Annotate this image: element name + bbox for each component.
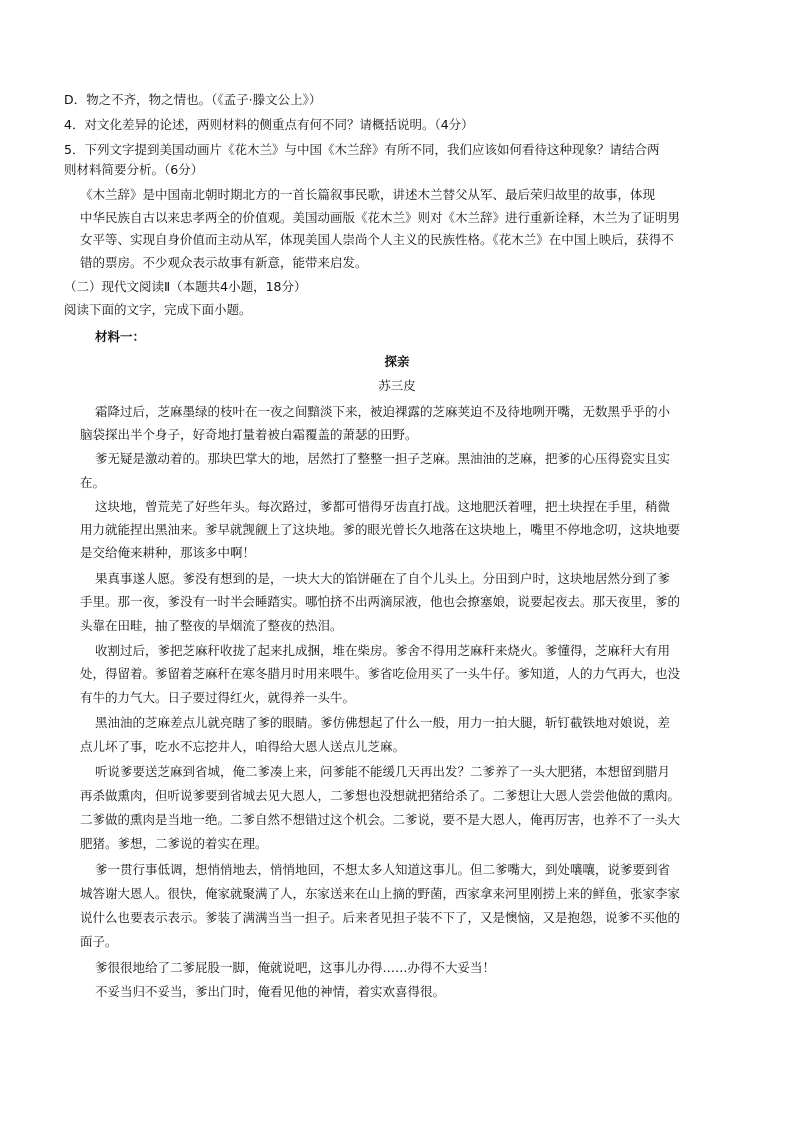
story-line: 二爹做的熏肉是当地一绝。二爹自然不想错过这个机会。二爹说，要不是大恩人，俺再厉害，也养不了一头大 <box>80 812 681 827</box>
story-line: 再杀做熏肉，但听说爹要到省城去见大恩人，二爹想也没想就把猪给杀了。二爹想让大恩人尝尝他做的熏肉。 <box>80 788 681 803</box>
section-instruction: 阅读下面的文字，完成下面小题。 <box>64 302 252 317</box>
story-line: 黑油油的芝麻差点儿就亮瞎了爹的眼睛。爹仿佛想起了什么一般，用力一拍大腿，斩钉截铁地对娘说，差 <box>95 715 671 730</box>
story-line: 爹无疑是激动着的。那块巴掌大的地，居然打了整整一担子芝麻。黑油油的芝麻，把爹的心压得瓷实且实 <box>95 451 671 466</box>
question-5-line-2: 则材料简要分析。（6分） <box>64 162 204 177</box>
question-4: 4．对文化差异的论述，两则材料的侧重点有何不同？请概括说明。（4分） <box>64 117 474 132</box>
question-5-line-1: 5．下列文字提到美国动画片《花木兰》与中国《木兰辞》有所不同，我们应该如何看待这种现象？请结合两 <box>64 142 660 157</box>
story-line: 脑袋探出半个身子，好奇地打量着被白霜覆盖的萧瑟的田野。 <box>80 427 418 442</box>
story-line: 不妥当归不妥当，爹出门时，俺看见他的神情，着实欢喜得很。 <box>95 984 446 999</box>
material-label: 材料一： <box>95 329 146 344</box>
story-title: 探亲 <box>384 354 410 369</box>
story-line: 霜降过后，芝麻墨绿的枝叶在一夜之间黯淡下来，被迫裸露的芝麻荚迫不及待地咧开嘴，无数黑乎乎的小 <box>95 404 671 419</box>
story-line: 手里。那一夜，爹没有一时半会睡踏实。哪怕挤不出两滴尿液，他也会撩塞娘，说要起夜去。那天夜里，爹的 <box>80 594 681 609</box>
story-author: 苏三皮 <box>378 378 416 393</box>
quote-line: 女平等、实现自身价值而主动从军，体现美国人崇尚个人主义的民族性格。《花木兰》在中国上映后，获得不 <box>80 232 674 247</box>
story-line: 点儿坏了事，吃水不忘挖井人，咱得给大恩人送点儿芝麻。 <box>80 739 406 754</box>
story-line: 听说爹要送芝麻到省城，俺二爹凑上来，问爹能不能缓几天再出发？二爹养了一头大肥猪，本想留到腊月 <box>95 764 671 779</box>
story-line: 用力就能捏出黑油来。爹早就觊觎上了这块地。爹的眼光曾长久地落在这块地上，嘴里不停地念叨，这块地要 <box>80 522 681 537</box>
story-line: 有牛的力气大。日子要过得红火，就得养一头牛。 <box>80 690 356 705</box>
story-line: 收割过后，爹把芝麻秆收拢了起来扎成捆，堆在柴房。爹舍不得用芝麻秆来烧火。爹懂得，芝麻秆大有用 <box>95 643 671 658</box>
option-d: D．物之不齐，物之情也。（《孟子·滕文公上》） <box>64 92 322 107</box>
section-heading: （二）现代文阅读Ⅱ（本题共4小题，18分） <box>64 279 307 294</box>
quote-line: 错的票房。不少观众表示故事有新意，能带来启发。 <box>80 255 368 270</box>
quote-line: 中华民族自古以来忠孝两全的价值观。美国动画版《花木兰》则对《木兰辞》进行重新诠释，木兰为了证明男 <box>80 210 681 225</box>
story-line: 头靠在田畦，抽了整夜的旱烟流了整夜的热泪。 <box>80 618 343 633</box>
story-line: 城答谢大恩人。很快，俺家就聚满了人，东家送来在山上摘的野菌，西家拿来河里刚捞上来的鲜鱼，张家李家 <box>80 886 681 901</box>
story-line: 这块地，曾荒芜了好些年头。每次路过，爹都可惜得牙齿直打战。这地肥沃着哩，把土块捏在手里，稍微 <box>95 499 671 514</box>
story-line: 处，得留着。爹留着芝麻秆在寒冬腊月时用来喂牛。爹省吃俭用买了一头牛仔。爹知道，人的力气再大，也没 <box>80 666 681 681</box>
quote-line: 《木兰辞》是中国南北朝时期北方的一首长篇叙事民歌，讲述木兰替父从军、最后荣归故里的故事，体现 <box>80 187 656 202</box>
story-line: 果真事遂人愿。爹没有想到的是，一块大大的馅饼砸在了自个儿头上。分田到户时，这块地居然分到了爹 <box>95 571 671 586</box>
story-line: 爹很很地给了二爹屁股一脚，俺就说吧，这事儿办得……办得不大妥当！ <box>95 960 496 975</box>
story-line: 是交给俺来耕种，那该多中啊！ <box>80 545 256 560</box>
story-line: 肥猪。爹想，二爹说的着实在理。 <box>80 836 268 851</box>
story-line: 面子。 <box>80 934 118 949</box>
story-line: 在。 <box>80 475 106 490</box>
story-line: 爹一贯行事低调，想悄悄地去，悄悄地回，不想太多人知道这事儿。但二爹嘴大，到处嚷嚷，说爹要到省 <box>95 862 671 877</box>
story-line: 说什么也要表示表示。爹装了满满当当一担子。后来者见担子装不下了，又是懊恼，又是抱怨，说爹不买他的 <box>80 910 681 925</box>
